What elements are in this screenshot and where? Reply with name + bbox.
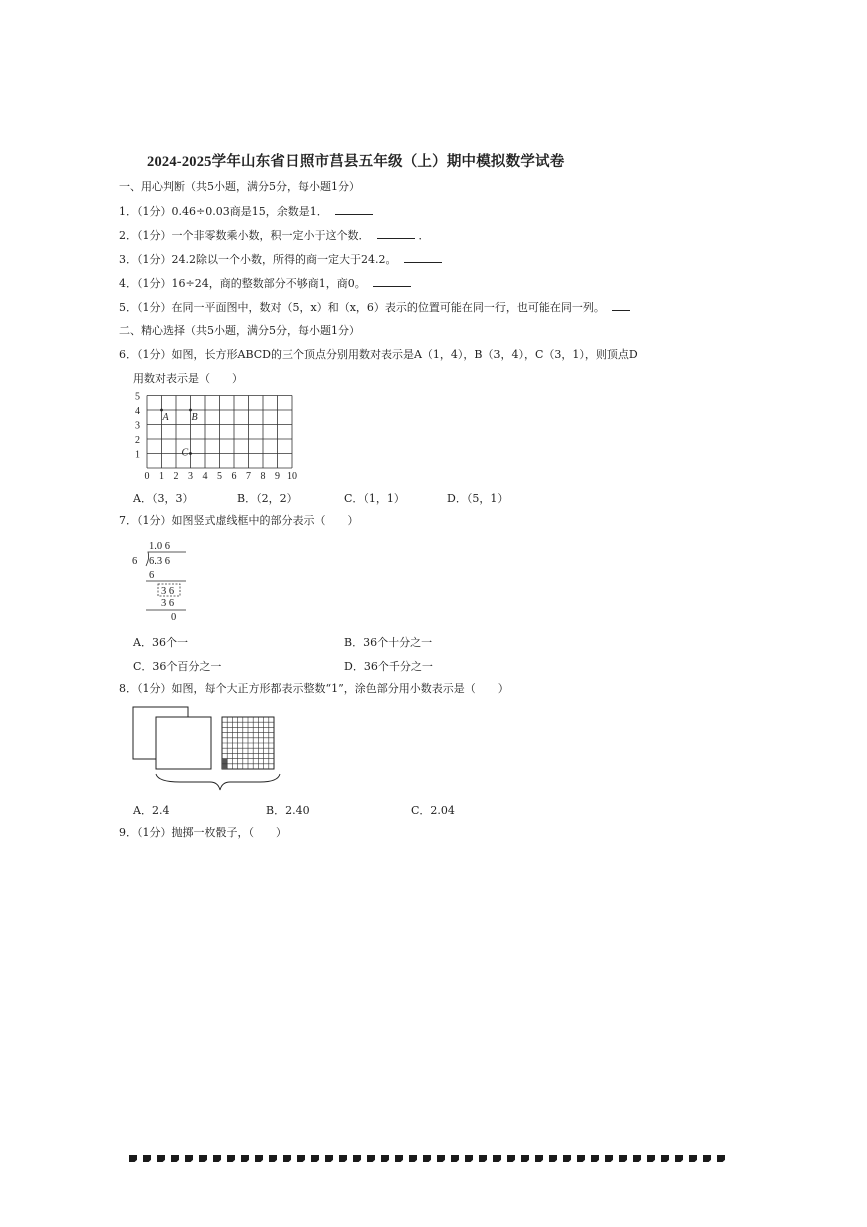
- q6-option-b[interactable]: B．（2，2）: [237, 492, 298, 505]
- x-tick-label: 10: [287, 471, 297, 482]
- footer-decoration: [129, 1155, 725, 1162]
- question-2-text: 2．（1分）一个非零数乘小数，积一定小于这个数．: [119, 229, 370, 242]
- point-label-b: B: [191, 412, 198, 423]
- section-heading-2: 二、精心选择（共5小题，满分5分，每小题1分）: [119, 324, 360, 337]
- y-tick-label: 1: [135, 449, 140, 461]
- footer-dot: [241, 1155, 249, 1162]
- footer-dot: [353, 1155, 361, 1162]
- footer-dot: [395, 1155, 403, 1162]
- q7-option-b[interactable]: B．36个十分之一: [344, 636, 433, 649]
- footer-dot: [409, 1155, 417, 1162]
- footer-dot: [507, 1155, 515, 1162]
- footer-dot: [185, 1155, 193, 1162]
- hundred-grid-square: [222, 717, 274, 769]
- point-c: [189, 452, 192, 455]
- footer-dot: [227, 1155, 235, 1162]
- question-3: [119, 252, 442, 267]
- answer-blank[interactable]: [612, 300, 630, 311]
- point-b: [189, 409, 192, 412]
- x-tick-label: 7: [246, 471, 251, 482]
- footer-dot: [479, 1155, 487, 1162]
- q8-option-a[interactable]: A．2.4: [133, 804, 170, 817]
- footer-dot: [213, 1155, 221, 1162]
- q6-option-d[interactable]: D．（5，1）: [447, 492, 509, 505]
- shaded-hundredth-cell: [222, 759, 227, 764]
- question-2: [119, 228, 430, 243]
- question-6-line-2: 用数对表示是（ ）: [133, 372, 243, 385]
- footer-dot: [437, 1155, 445, 1162]
- footer-dot: [297, 1155, 305, 1162]
- division-step-3: 3 6: [161, 598, 175, 609]
- question-2-tail: ．: [418, 229, 430, 242]
- y-tick-label: 3: [135, 420, 140, 432]
- division-step-1: 6: [149, 570, 155, 581]
- footer-dot: [493, 1155, 501, 1162]
- footer-dot: [199, 1155, 207, 1162]
- footer-dot: [717, 1155, 725, 1162]
- footer-dot: [619, 1155, 627, 1162]
- footer-dot: [563, 1155, 571, 1162]
- footer-dot: [381, 1155, 389, 1162]
- question-7: 7．（1分）如图竖式虚线框中的部分表示（ ）: [119, 514, 359, 527]
- question-4: [119, 276, 411, 291]
- footer-dot: [339, 1155, 347, 1162]
- shaded-hundredth-cell: [222, 764, 227, 769]
- x-tick-label: 3: [188, 471, 193, 482]
- division-step-2-boxed: 3 6: [161, 586, 175, 597]
- x-tick-label: 2: [173, 471, 179, 482]
- footer-dot: [143, 1155, 151, 1162]
- page-title: 2024-2025学年山东省日照市莒县五年级（上）期中模拟数学试卷: [147, 154, 565, 170]
- section-heading-1: 一、用心判断（共5小题，满分5分，每小题1分）: [119, 180, 360, 193]
- x-tick-label: 5: [217, 471, 222, 482]
- division-quotient: 1.0 6: [149, 541, 170, 552]
- point-a: [160, 409, 163, 412]
- q7-option-d[interactable]: D．36个千分之一: [344, 660, 433, 673]
- q7-option-a[interactable]: A．36个一: [133, 636, 188, 649]
- footer-dot: [129, 1155, 137, 1162]
- footer-dot: [703, 1155, 711, 1162]
- footer-dot: [661, 1155, 669, 1162]
- footer-dot: [591, 1155, 599, 1162]
- question-5: [119, 300, 630, 315]
- footer-dot: [689, 1155, 697, 1162]
- answer-blank[interactable]: [335, 204, 373, 215]
- x-tick-label: 9: [275, 471, 280, 482]
- footer-dot: [283, 1155, 291, 1162]
- q8-option-b[interactable]: B．2.40: [266, 804, 310, 817]
- footer-dot: [633, 1155, 641, 1162]
- question-5-text: 5．（1分）在同一平面图中，数对（5，x）和（x，6）表示的位置可能在同一行，也可能在同一列。: [119, 301, 605, 314]
- footer-dot: [549, 1155, 557, 1162]
- answer-blank[interactable]: [377, 228, 415, 239]
- answer-blank[interactable]: [404, 252, 442, 263]
- footer-dot: [451, 1155, 459, 1162]
- footer-dot: [423, 1155, 431, 1162]
- long-division-figure: [128, 538, 198, 624]
- footer-dot: [269, 1155, 277, 1162]
- q8-option-c[interactable]: C．2.04: [411, 804, 455, 817]
- question-1: [119, 204, 373, 219]
- footer-dot: [521, 1155, 529, 1162]
- footer-dot: [311, 1155, 319, 1162]
- question-9: 9．（1分）抛掷一枚骰子，（ ）: [119, 826, 287, 839]
- point-label-a: A: [162, 412, 169, 423]
- footer-dot: [647, 1155, 655, 1162]
- division-remainder: 0: [171, 612, 177, 623]
- question-1-text: 1．（1分）0.46÷0.03商是15，余数是1．: [119, 205, 328, 218]
- question-8: 8．（1分）如图，每个大正方形都表示整数“1”，涂色部分用小数表示是（ ）: [119, 682, 509, 695]
- question-4-text: 4．（1分）16÷24，商的整数部分不够商1，商0。: [119, 277, 366, 290]
- x-tick-label: 6: [231, 471, 237, 482]
- footer-dot: [367, 1155, 375, 1162]
- y-tick-label: 2: [135, 435, 140, 446]
- question-3-text: 3．（1分）24.2除以一个小数，所得的商一定大于24.2。: [119, 253, 397, 266]
- division-divisor: 6: [132, 556, 138, 567]
- y-tick-label: 4: [135, 406, 140, 417]
- q6-option-a[interactable]: A．（3，3）: [133, 492, 194, 505]
- footer-dot: [535, 1155, 543, 1162]
- q6-option-c[interactable]: C．（1，1）: [344, 492, 405, 505]
- q7-option-c[interactable]: C．36个百分之一: [133, 660, 222, 673]
- coordinate-grid-figure: [128, 390, 308, 486]
- footer-dot: [157, 1155, 165, 1162]
- footer-dot: [171, 1155, 179, 1162]
- footer-dot: [255, 1155, 263, 1162]
- x-tick-label: 4: [202, 471, 208, 482]
- footer-dot: [325, 1155, 333, 1162]
- point-label-c: C: [181, 447, 189, 459]
- question-6-line-1: 6．（1分）如图，长方形ABCD的三个顶点分别用数对表示是A（1，4），B（3，4），C（3，1），则顶点D: [119, 348, 638, 361]
- footer-dot: [675, 1155, 683, 1162]
- footer-dot: [605, 1155, 613, 1162]
- answer-blank[interactable]: [373, 276, 411, 287]
- x-tick-label: 8: [260, 471, 266, 482]
- division-dividend: 6.3 6: [149, 556, 170, 567]
- y-tick-label: 5: [135, 391, 140, 403]
- x-tick-label: 1: [159, 471, 164, 482]
- footer-dot: [465, 1155, 473, 1162]
- shaded-square-front: [156, 717, 211, 769]
- x-tick-label: 0: [144, 471, 150, 482]
- footer-dot: [577, 1155, 585, 1162]
- decimal-squares-figure: [130, 704, 285, 794]
